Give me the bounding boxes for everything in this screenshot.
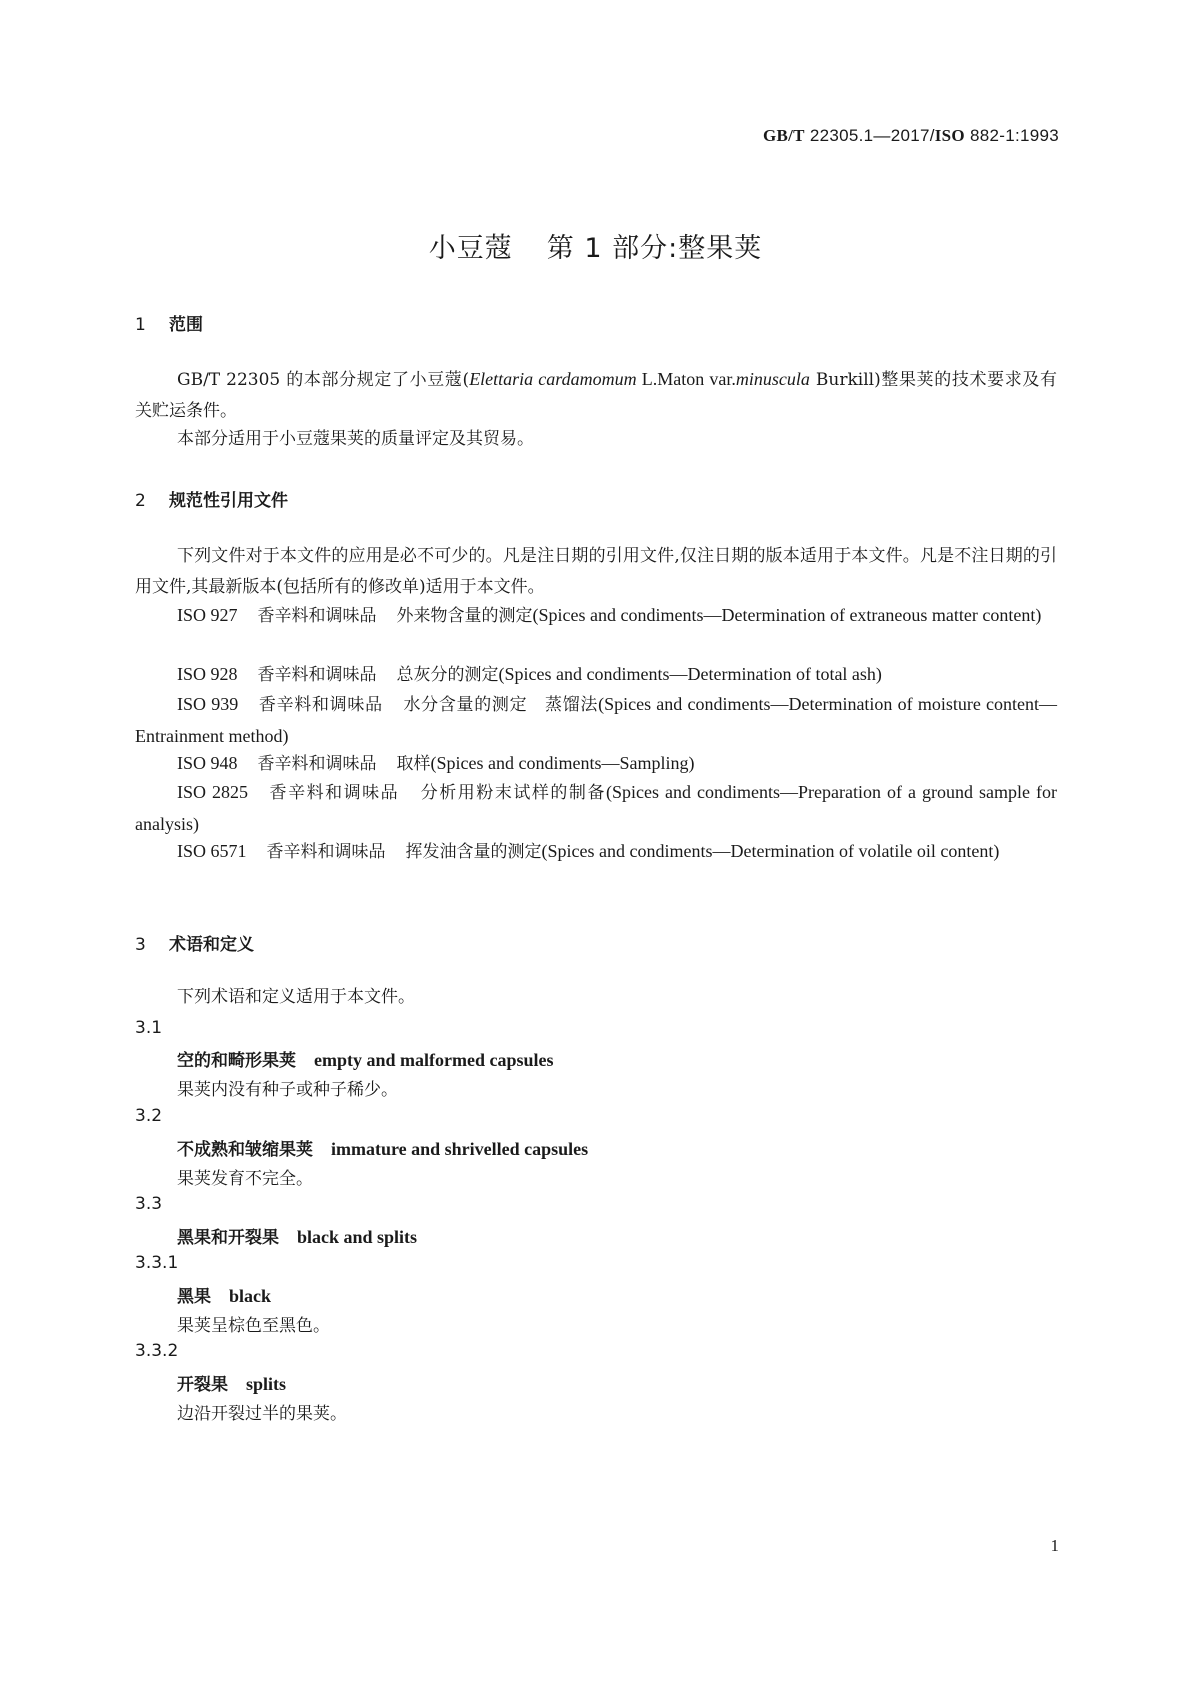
reference-item: ISO 2825 香辛料和调味品 分析用粉末试样的制备(Spices and condiments—Preparation of a ground sample for analysis) <box>135 782 1058 834</box>
term-number: 3.3.1 <box>135 1253 179 1273</box>
term-title: 黑果和开裂果 black and splits <box>177 1227 418 1248</box>
document-title: 小豆蔻 第 1 部分:整果荚 <box>428 233 763 264</box>
reference-item: ISO 6571 香辛料和调味品 挥发油含量的测定(Spices and condiments—Determination of volatile oil content) <box>177 841 1000 862</box>
reference-item: ISO 948 香辛料和调味品 取样(Spices and condiments—Sampling) <box>177 753 695 774</box>
reference-item: ISO 939 香辛料和调味品 水分含量的测定 蒸馏法(Spices and condiments—Determination of moisture content—Entrainment method) <box>135 694 1057 746</box>
reference-item: ISO 927 香辛料和调味品 外来物含量的测定(Spices and condiments—Determination of extraneous matter content) <box>177 605 1042 626</box>
reference-item: ISO 928 香辛料和调味品 总灰分的测定(Spices and condiments—Determination of total ash) <box>177 664 882 685</box>
term-title: 空的和畸形果荚 empty and malformed capsules <box>177 1050 554 1071</box>
term-number: 3.3 <box>135 1194 163 1214</box>
section-heading-scope: 1 范围 <box>135 315 203 335</box>
references-intro: 下列文件对于本文件的应用是必不可少的。凡是注日期的引用文件,仅注日期的版本适用于本文件。凡是不注日期的引用文件,其最新版本(包括所有的修改单)适用于本文件。 <box>135 546 1057 597</box>
section-heading-terms-definitions: 3 术语和定义 <box>135 935 254 955</box>
term-number: 3.1 <box>135 1018 163 1038</box>
scope-paragraph-2: 本部分适用于小豆蔻果荚的质量评定及其贸易。 <box>177 429 534 449</box>
term-title: 开裂果 splits <box>177 1374 287 1395</box>
term-definition: 果荚发育不完全。 <box>177 1169 313 1189</box>
scope-paragraph-1: GB/T 22305 的本部分规定了小豆蔻(Elettaria cardamomum L.Maton var.minuscula Burkill)整果荚的技术要求及有关贮运条件。 <box>135 369 1057 421</box>
term-definition: 果荚内没有种子或种子稀少。 <box>177 1080 398 1100</box>
standard-code-header: GB/T 22305.1—2017/ISO 882-1:1993 <box>763 126 1059 145</box>
term-title: 不成熟和皱缩果荚 immature and shrivelled capsules <box>177 1139 589 1160</box>
term-definition: 边沿开裂过半的果荚。 <box>177 1404 347 1424</box>
terms-intro: 下列术语和定义适用于本文件。 <box>177 987 415 1007</box>
term-definition: 果荚呈棕色至黑色。 <box>177 1316 330 1336</box>
page-number: 1 <box>1050 1536 1059 1555</box>
term-title: 黑果 black <box>177 1286 272 1307</box>
term-number: 3.2 <box>135 1106 163 1126</box>
term-number: 3.3.2 <box>135 1341 179 1361</box>
section-heading-normative-references: 2 规范性引用文件 <box>135 491 288 511</box>
